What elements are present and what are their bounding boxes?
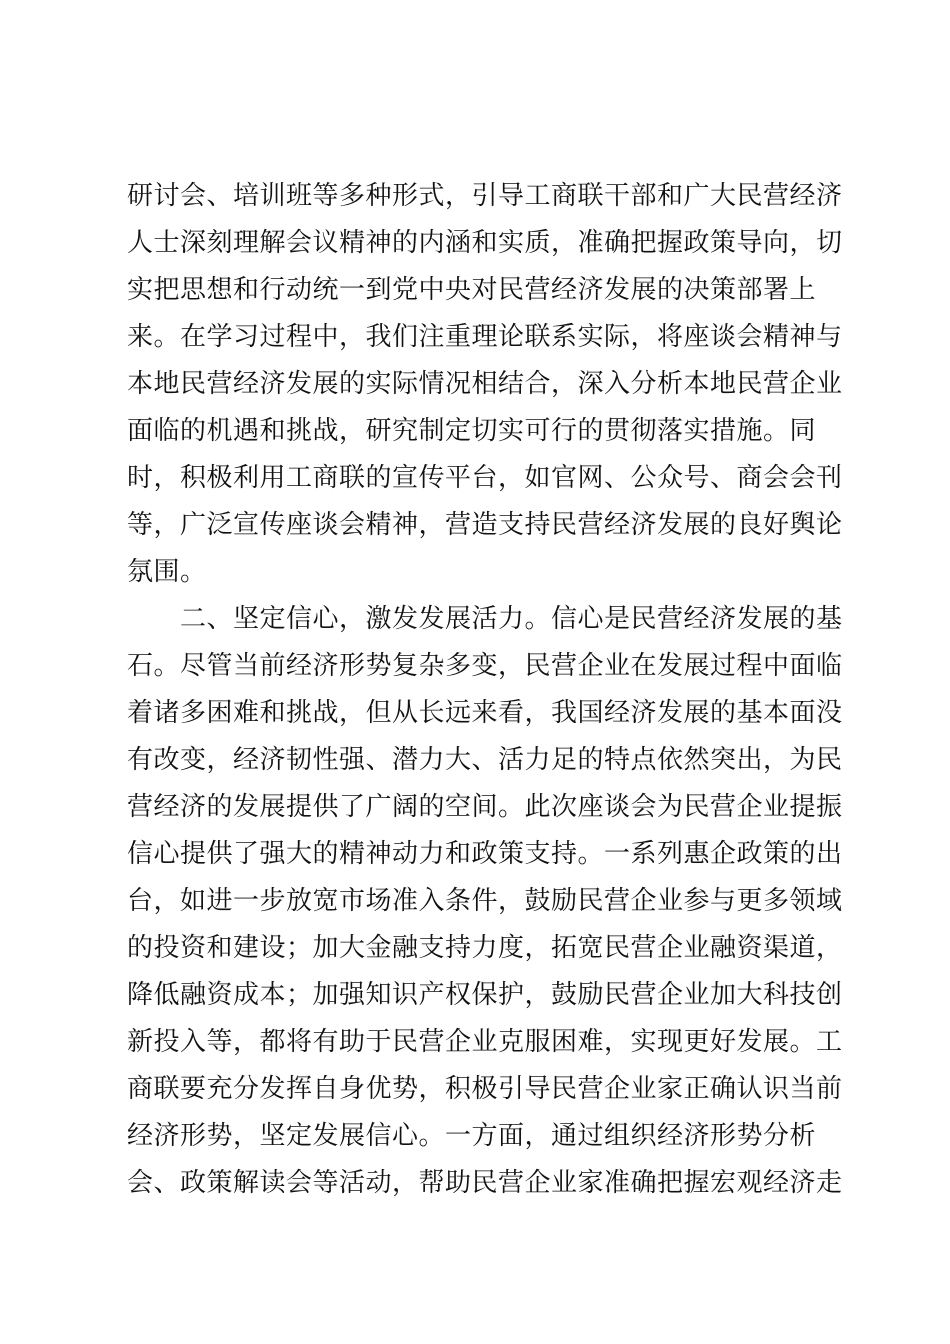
- text-line: 来。在学习过程中，我们注重理论联系实际，将座谈会精神与: [127, 322, 843, 352]
- text-line: 氛围。: [127, 557, 207, 587]
- text-line: 经济形势，坚定发展信心。一方面，通过组织经济形势分析: [127, 1121, 817, 1151]
- text-line: 台，如进一步放宽市场准入条件，鼓励民营企业参与更多领域: [127, 886, 843, 916]
- text-line: 着诸多困难和挑战，但从长远来看，我国经济发展的基本面没: [127, 698, 843, 728]
- text-line: 有改变，经济韧性强、潜力大、活力足的特点依然突出，为民: [127, 745, 843, 775]
- section-heading-line: 二、坚定信心，激发发展活力。信心是民营经济发展的基: [127, 604, 843, 634]
- text-line: 研讨会、培训班等多种形式，引导工商联干部和广大民营经济: [127, 181, 843, 211]
- text-line: 降低融资成本；加强知识产权保护，鼓励民营企业加大科技创: [127, 980, 843, 1010]
- text-line: 会、政策解读会等活动，帮助民营企业家准确把握宏观经济走: [127, 1168, 843, 1198]
- text-line: 的投资和建设；加大金融支持力度，拓宽民营企业融资渠道，: [127, 933, 843, 963]
- text-line: 本地民营经济发展的实际情况相结合，深入分析本地民营企业: [127, 369, 843, 399]
- text-line: 新投入等，都将有助于民营企业克服困难，实现更好发展。工: [127, 1027, 843, 1057]
- text-line: 时，积极利用工商联的宣传平台，如官网、公众号、商会会刊: [127, 463, 843, 493]
- text-line: 面临的机遇和挑战，研究制定切实可行的贯彻落实措施。同: [127, 416, 817, 446]
- text-line: 信心提供了强大的精神动力和政策支持。一系列惠企政策的出: [127, 839, 843, 869]
- text-line: 等，广泛宣传座谈会精神，营造支持民营经济发展的良好舆论: [127, 510, 843, 540]
- text-line: 实把思想和行动统一到党中央对民营经济发展的决策部署上: [127, 275, 817, 305]
- text-line: 营经济的发展提供了广阔的空间。此次座谈会为民营企业提振: [127, 792, 843, 822]
- text-line: 石。尽管当前经济形势复杂多变，民营企业在发展过程中面临: [127, 651, 843, 681]
- text-line: 商联要充分发挥自身优势，积极引导民营企业家正确认识当前: [127, 1074, 843, 1104]
- text-line: 人士深刻理解会议精神的内涵和实质，准确把握政策导向，切: [127, 228, 843, 258]
